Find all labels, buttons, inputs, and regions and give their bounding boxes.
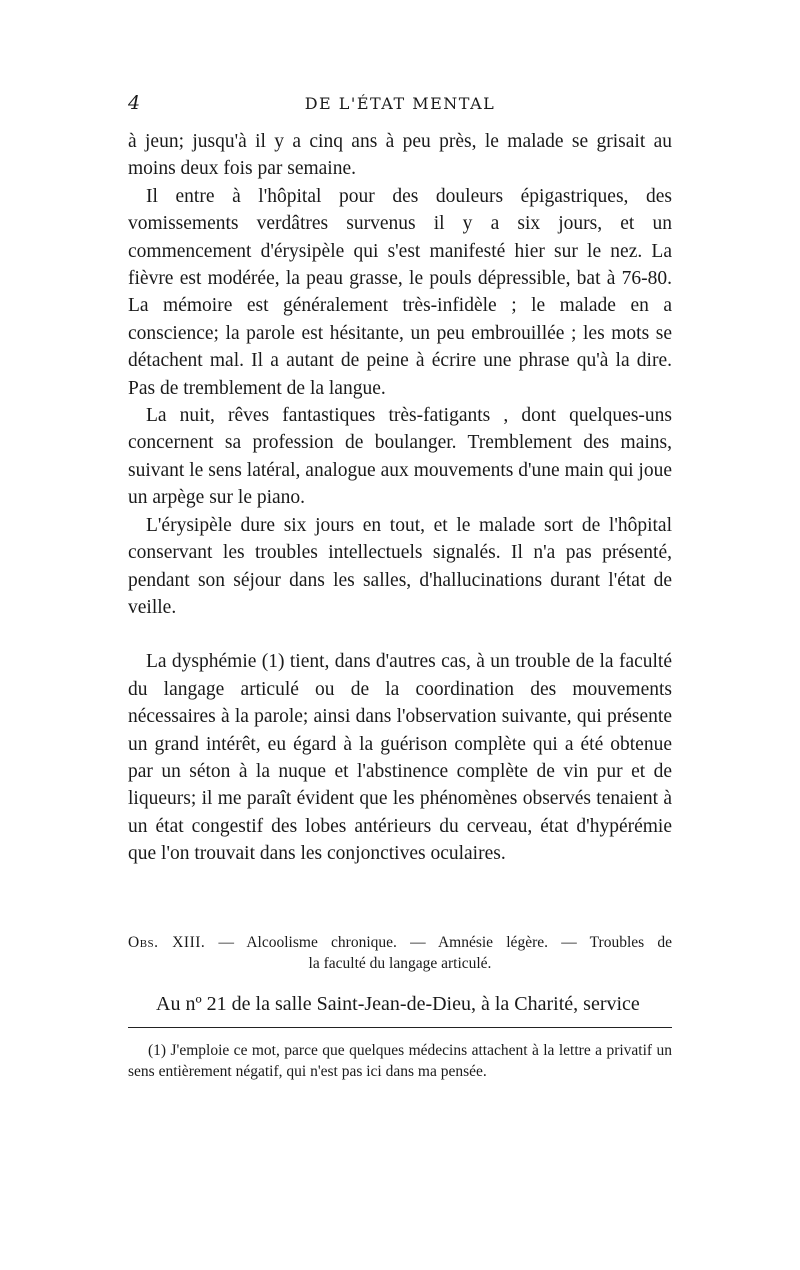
observation-heading-line2: la faculté du langage articulé. bbox=[308, 955, 492, 972]
paragraph-hospital-admission: Il entre à l'hôpital pour des douleurs épigastriques, des vomissements verdâtres survenus il y a six jours, et un commencement d'érysipèle qui s'est manifesté hier sur le nez. La fièvre est modérée, la peau grasse, le pouls dépressible, bat à 76-80. La mémoire est généralement très-infidèle ; le malade en a conscience; la parole est hésitante, un peu embrouillée ; les mots se détachent mal. Il a autant de peine à écrire une phrase qu'à la dire. Pas de tremblement de la langue. bbox=[128, 185, 672, 399]
paragraph-continuation: à jeun; jusqu'à il y a cinq ans à peu près, le malade se grisait au moins deux fois par semaine. bbox=[128, 131, 672, 180]
paragraph-dysphemia: La dysphémie (1) tient, dans d'autres cas, à un trouble de la faculté du langage articulé ou de la coordination des mouvements nécessaires à la parole; ainsi dans l'observation suivante, qui présente un grand intérêt, eu égard à la guérison complète qui a été obtenue par un séton à la nuque et l'abstinence complète de vin pur et de liqueurs; il me paraît évident que les phénomènes observés tenaient à un état congestif des lobes antérieurs du cerveau, état d'hypérémie que l'on trouvait dans les conjonctives oculaires. bbox=[128, 651, 672, 865]
page-header bbox=[128, 92, 672, 122]
observation-label: Obs. XIII. bbox=[128, 934, 206, 951]
body-text bbox=[128, 128, 672, 868]
running-title: DE L'ÉTAT MENTAL bbox=[304, 94, 496, 113]
page-number: 4 bbox=[128, 92, 141, 114]
footnote: (1) J'emploie ce mot, parce que quelques médecins attachent à la lettre a privatif un sens entièrement négatif, qui n'est pas ici dans ma pensée. bbox=[128, 1042, 672, 1080]
observation-heading bbox=[128, 932, 672, 974]
observation-title: — Alcoolisme chronique. — Amnésie légère. — Troubles de bbox=[218, 934, 673, 951]
footnote-divider bbox=[128, 1027, 672, 1028]
paragraph-erysipelas-outcome: L'érysipèle dure six jours en tout, et le malade sort de l'hôpital conservant les troubles intellectuels signalés. Il n'a pas présenté, pendant son séjour dans les salles, d'hallucinations durant l'état de veille. bbox=[128, 514, 672, 618]
observation-heading-line1 bbox=[128, 932, 672, 953]
case-opening-line: Au nº 21 de la salle Saint-Jean-de-Dieu, à la Charité, service bbox=[156, 993, 640, 1015]
paragraph-night-dreams: La nuit, rêves fantastiques très-fatigants , dont quelques-uns concernent sa profession de boulanger. Tremblement des mains, suivant le sens latéral, analogue aux mouvements d'une main qui joue un arpège sur le piano. bbox=[128, 405, 672, 509]
